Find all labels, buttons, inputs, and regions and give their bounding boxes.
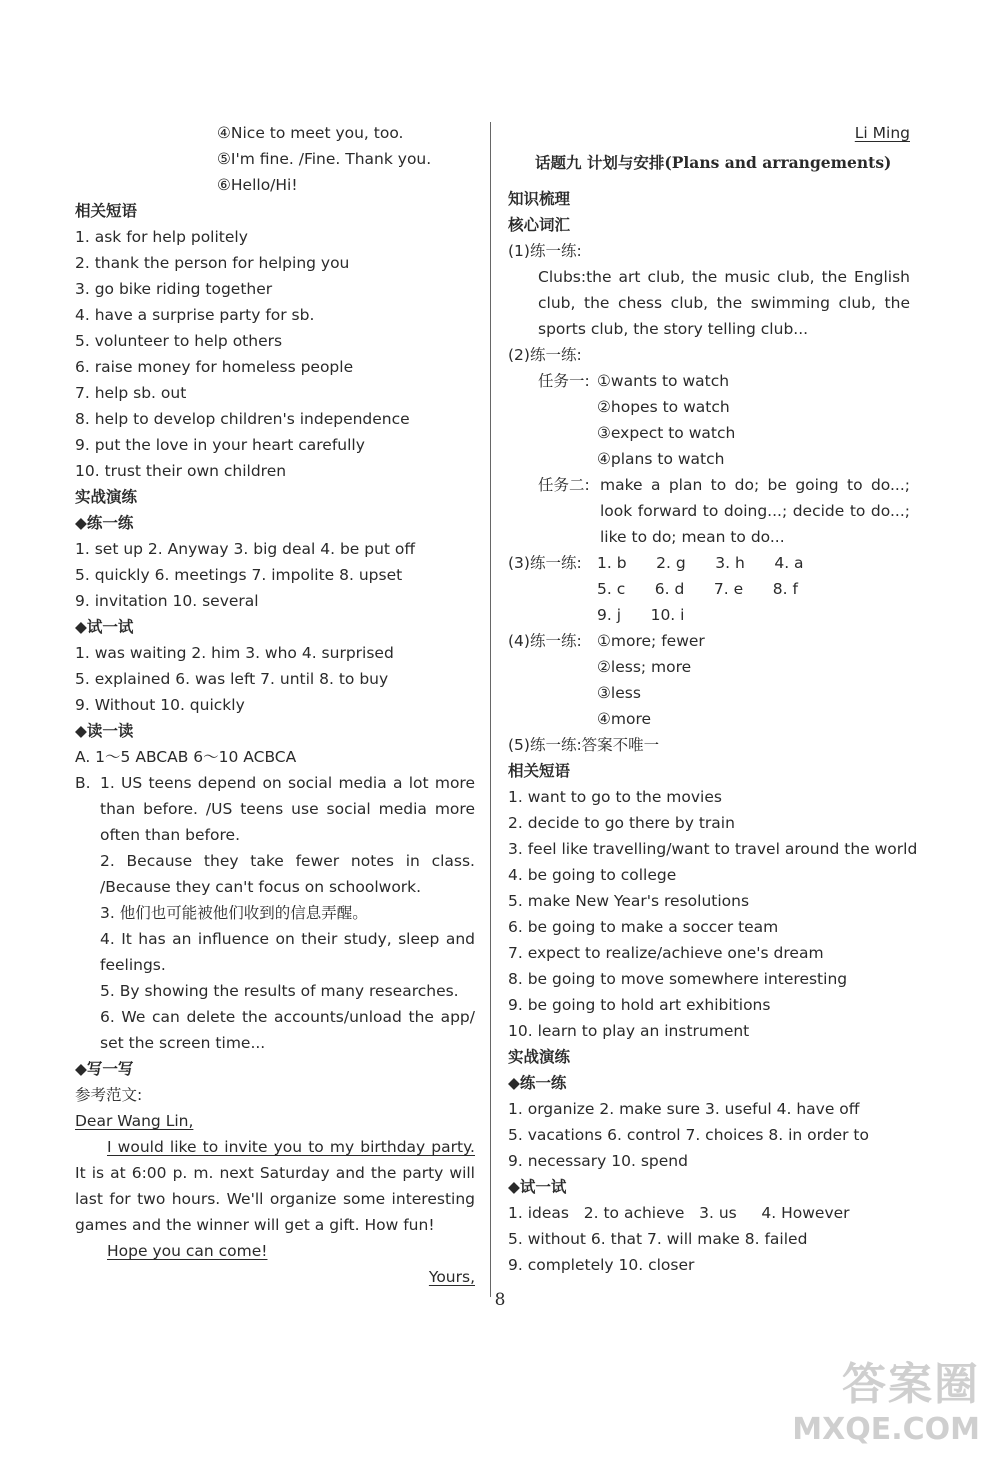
phrase-item: 9. put the love in your heart carefully	[75, 436, 365, 454]
ex4-block	[508, 628, 910, 732]
reading-answer: 4. It has an influence on their study, sleep and feelings.	[100, 930, 475, 974]
section-heading: 实战演练	[75, 487, 138, 506]
task1-block	[508, 368, 910, 472]
sample-label: 参考范文:	[75, 1086, 143, 1104]
answer-row: 9. completely 10. closer	[508, 1256, 695, 1274]
exercise-label: (4)练一练:	[508, 632, 582, 650]
phrase-item: 8. be going to move somewhere interesting	[508, 970, 848, 988]
letter-paragraph	[75, 1134, 475, 1238]
answer-row: 1. was waiting 2. him 3. who 4. surprised	[75, 644, 394, 662]
reading-b-label: B.	[75, 774, 91, 792]
letter-paragraph: Hope you can come!	[107, 1242, 268, 1260]
column-divider	[490, 122, 491, 1297]
subsection-heading: ◆试一试	[508, 1177, 567, 1196]
phrase-item: 3. feel like travelling/want to travel around the world	[508, 840, 918, 858]
phrase-item: 8. help to develop children's independence	[75, 410, 410, 428]
phrase-item: 4. have a surprise party for sb.	[75, 306, 315, 324]
letter-body: It is at 6:00 p. m. next Saturday and the party will last for two hours. We'll organize some interesting games and the winner will get a gift. How fun!	[75, 1164, 475, 1234]
answer-row: ②less; more	[597, 658, 692, 676]
answer-row: 5. vacations 6. control 7. choices 8. in order to	[508, 1126, 869, 1144]
letter-closing: Yours,	[428, 1268, 475, 1286]
answer-row: 5. c 6. d 7. e 8. f	[597, 580, 798, 598]
phrase-item: 2. thank the person for helping you	[75, 254, 350, 272]
exercise-label: (2)练一练:	[508, 346, 582, 364]
task-answer: make a plan to do; be going to do...; look forward to doing...; decide to do...; like to do; mean to do...	[600, 476, 910, 546]
section-heading: 知识梳理	[508, 189, 571, 208]
phrase-item: 4. be going to college	[508, 866, 677, 884]
watermark-logo	[792, 1348, 980, 1447]
subsection-heading: ◆练一练	[508, 1073, 567, 1092]
phrase-item: 7. expect to realize/achieve one's dream	[508, 944, 824, 962]
phrase-item: 5. volunteer to help others	[75, 332, 283, 350]
watermark-url: MXQE.COM	[792, 1412, 980, 1447]
answer-row: 5. explained 6. was left 7. until 8. to buy	[75, 670, 389, 688]
reading-answer: 6. We can delete the accounts/unload the app/ set the screen time...	[100, 1008, 475, 1052]
answer-row: 1. ideas 2. to achieve 3. us 4. However	[508, 1204, 850, 1222]
answer-row: 1. organize 2. make sure 3. useful 4. have off	[508, 1100, 860, 1118]
dialogue-line: ⑥Hello/Hi!	[217, 176, 298, 194]
letter-greeting: Dear Wang Lin,	[75, 1112, 194, 1130]
task2-block	[508, 472, 910, 550]
clubs-answer: Clubs:the art club, the music club, the English club, the chess club, the swimming club, the sports club, the story telling club...	[538, 268, 910, 338]
reading-answer: 2. Because they take fewer notes in class. /Because they can't focus on schoolwork.	[100, 852, 475, 896]
dialogue-line: ④Nice to meet you, too.	[217, 124, 404, 142]
task-answer: ④plans to watch	[597, 450, 725, 468]
subsection-heading: ◆试一试	[75, 617, 134, 636]
page-number: 8	[494, 1290, 506, 1310]
phrase-item: 3. go bike riding together	[75, 280, 273, 298]
phrase-item: 6. raise money for homeless people	[75, 358, 354, 376]
letter-signature: Li Ming	[854, 124, 910, 142]
task-answer: ②hopes to watch	[597, 398, 730, 416]
answer-row: ③less	[597, 684, 641, 702]
reading-b-block	[75, 770, 475, 1056]
phrase-item: 1. want to go to the movies	[508, 788, 722, 806]
answer-row: A. 1～5 ABCAB 6～10 ACBCA	[75, 748, 297, 766]
answer-row: 5. without 6. that 7. will make 8. failed	[508, 1230, 808, 1248]
dialogue-line: ⑤I'm fine. /Fine. Thank you.	[217, 150, 432, 168]
answer-row: ④more	[597, 710, 652, 728]
answer-row: 9. Without 10. quickly	[75, 696, 245, 714]
phrase-item: 5. make New Year's resolutions	[508, 892, 750, 910]
subsection-heading: ◆练一练	[75, 513, 134, 532]
left-column	[75, 120, 475, 1290]
answer-row: 1. b 2. g 3. h 4. a	[597, 554, 804, 572]
phrase-item: 6. be going to make a soccer team	[508, 918, 779, 936]
exercise-label: (1)练一练:	[508, 242, 582, 260]
answer-row: ①more; fewer	[597, 632, 705, 650]
reading-answer: 5. By showing the results of many researches.	[100, 982, 459, 1000]
phrase-item: 10. learn to play an instrument	[508, 1022, 750, 1040]
answer-row: 9. necessary 10. spend	[508, 1152, 688, 1170]
phrase-item: 1. ask for help politely	[75, 228, 248, 246]
subsection-heading: ◆读一读	[75, 721, 134, 740]
section-heading: 实战演练	[508, 1047, 571, 1066]
phrase-item: 9. be going to hold art exhibitions	[508, 996, 771, 1014]
exercise-label: (3)练一练:	[508, 554, 582, 572]
answer-row: 5. quickly 6. meetings 7. impolite 8. upset	[75, 566, 403, 584]
topic-title: 话题九 计划与安排(Plans and arrangements)	[535, 153, 892, 172]
subsection-heading: ◆写一写	[75, 1059, 134, 1078]
letter-underlined-sentence: I would like to invite you to my birthday party.	[107, 1138, 475, 1156]
task-answer: ①wants to watch	[597, 372, 730, 390]
spacer	[508, 176, 910, 186]
reading-answer: 1. US teens depend on social media a lot more than before. /US teens use social media more often than before.	[100, 774, 475, 844]
right-column	[508, 120, 918, 1278]
exercise-label: (5)练一练:答案不唯一	[508, 736, 660, 754]
task2-label: 任务二:	[538, 476, 590, 494]
phrase-item: 2. decide to go there by train	[508, 814, 735, 832]
section-heading: 核心词汇	[508, 215, 571, 234]
answer-row: 9. invitation 10. several	[75, 592, 259, 610]
phrase-item: 7. help sb. out	[75, 384, 187, 402]
phrase-item: 10. trust their own children	[75, 462, 287, 480]
task1-label: 任务一:	[538, 372, 590, 390]
section-heading: 相关短语	[508, 761, 571, 780]
section-heading: 相关短语	[75, 201, 138, 220]
answer-row: 1. set up 2. Anyway 3. big deal 4. be put off	[75, 540, 416, 558]
reading-answer: 3. 他们也可能被他们收到的信息弄醒。	[100, 904, 368, 922]
task-answer: ③expect to watch	[597, 424, 736, 442]
ex3-block	[508, 550, 910, 628]
answer-row: 9. j 10. i	[597, 606, 685, 624]
watermark-text: 答案圈	[842, 1359, 980, 1410]
